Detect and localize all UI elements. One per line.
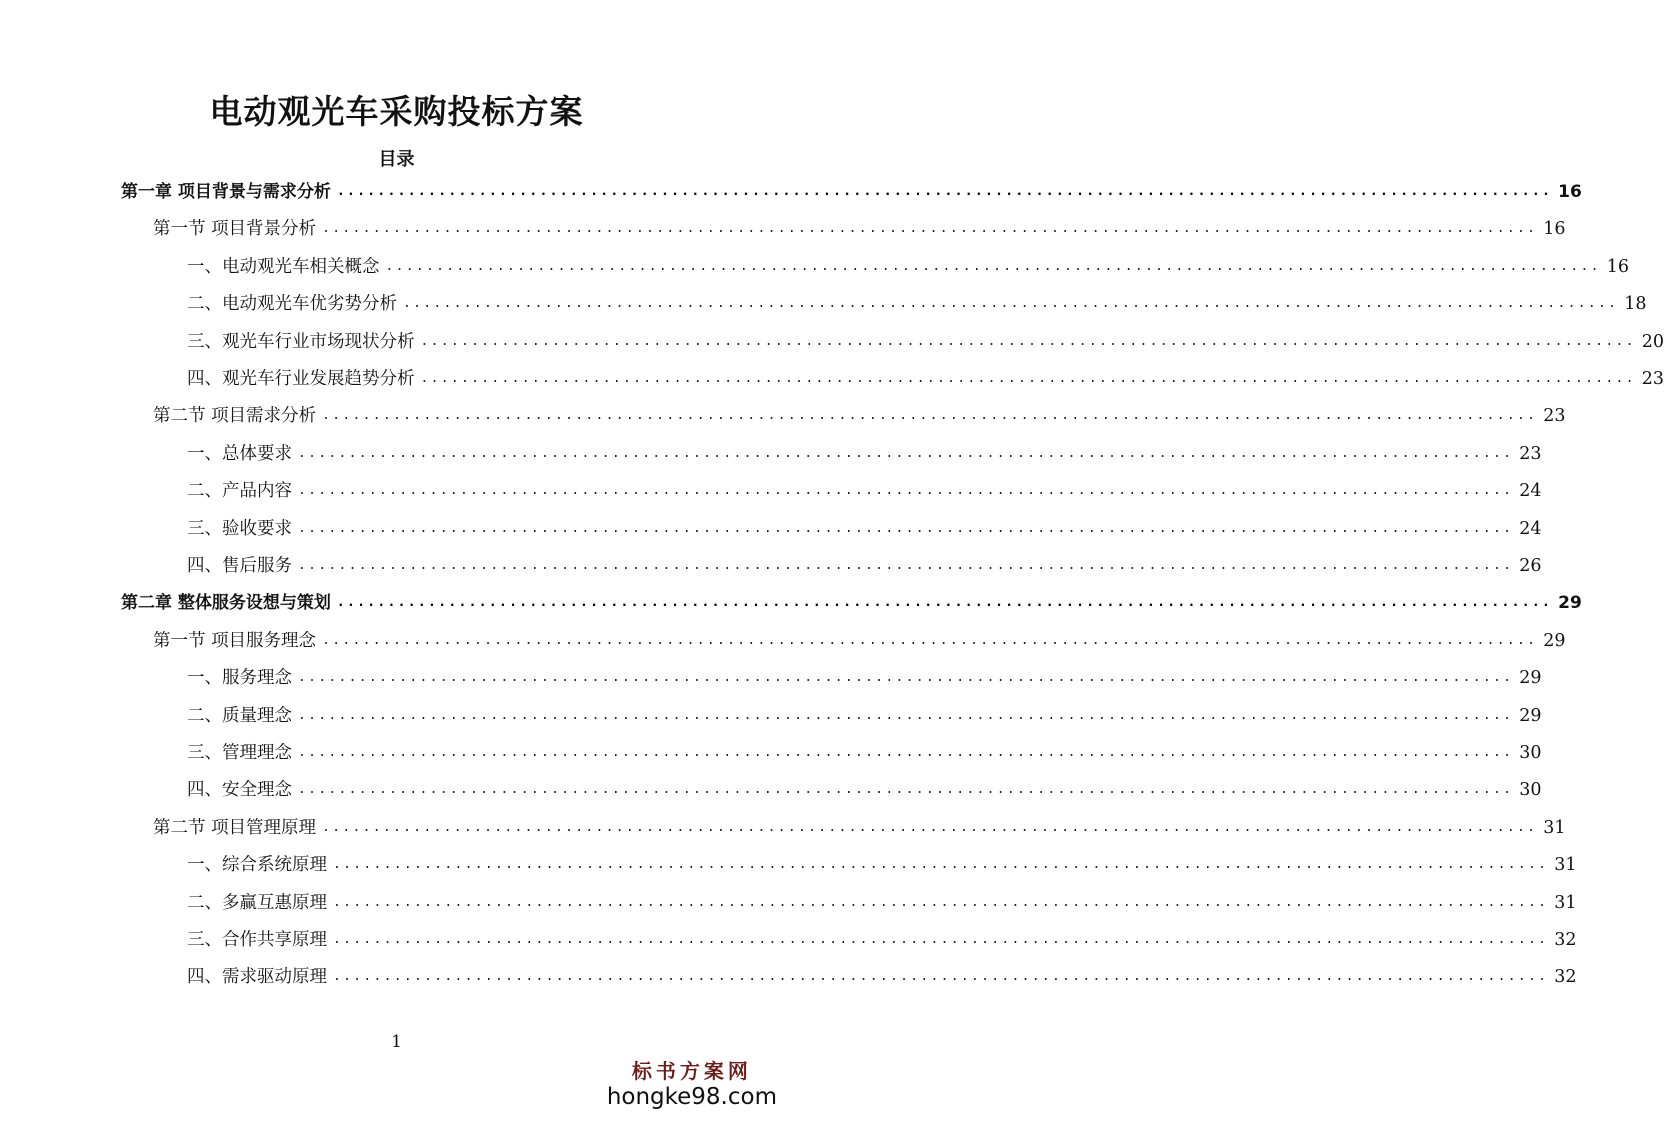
toc-leader-dots: ........................................................................................................................: [420, 333, 1636, 349]
toc-entry-label: 第一章 项目背景与需求分析: [121, 182, 331, 202]
toc-entry-label: 四、需求驱动原理: [187, 967, 327, 988]
watermark-logo: [607, 1058, 777, 1110]
toc-entry-label: 二、产品内容: [187, 481, 292, 502]
toc-leader-dots: ........................................................................................................................: [298, 558, 1514, 573]
toc-entry-label: 四、安全理念: [187, 780, 292, 801]
watermark-url: hongke98.com: [606, 1084, 777, 1110]
toc-entry-label: 二、电动观光车优劣势分析: [187, 294, 397, 315]
toc-entry-page: 18: [1624, 294, 1647, 315]
toc-entry-page: 16: [1606, 256, 1629, 277]
toc-leader-dots: ........................................................................................................................: [322, 632, 1538, 648]
toc-leader-dots: ........................................................................................................................: [298, 782, 1514, 798]
toc-entry-page: 29: [1543, 630, 1566, 651]
toc-entry-label: 四、售后服务: [187, 556, 292, 576]
toc-leader-dots: ........................................................................................................................: [333, 857, 1549, 873]
toc-leader-dots: ........................................................................................................................: [336, 595, 1553, 611]
toc-entry-page: 30: [1519, 780, 1542, 801]
toc-entry-page: 31: [1554, 892, 1577, 913]
toc-entry[interactable]: [153, 815, 1566, 841]
toc-entry[interactable]: [187, 254, 1629, 280]
toc-entry-label: 第一节 项目服务理念: [153, 630, 317, 651]
toc-entry[interactable]: [187, 478, 1542, 504]
toc-entry-page: 32: [1554, 967, 1577, 988]
toc-entry-page: 26: [1519, 556, 1542, 576]
toc-entry[interactable]: [187, 964, 1577, 990]
toc-entry[interactable]: [187, 927, 1577, 953]
toc-entry[interactable]: [121, 590, 1582, 616]
toc-entry-page: 23: [1543, 406, 1566, 427]
toc-entry-page: 16: [1558, 182, 1582, 202]
toc-leader-dots: ........................................................................................................................: [385, 258, 1601, 274]
toc-entry-page: 20: [1641, 331, 1664, 352]
toc-entry-page: 29: [1519, 705, 1542, 726]
toc-leader-dots: ........................................................................................................................: [298, 745, 1514, 760]
toc-entry-label: 一、电动观光车相关概念: [187, 256, 380, 277]
toc-entry[interactable]: [153, 628, 1566, 654]
toc-leader-dots: ........................................................................................................................: [333, 894, 1549, 910]
toc-entry[interactable]: [187, 516, 1542, 542]
toc-entry-page: 30: [1519, 743, 1542, 763]
toc-entry-page: 24: [1519, 518, 1542, 539]
toc-entry[interactable]: [153, 403, 1566, 429]
toc-entry[interactable]: [187, 890, 1577, 916]
toc-entry[interactable]: [187, 703, 1542, 729]
toc-leader-dots: ........................................................................................................................: [298, 445, 1514, 461]
toc-entry-label: 三、观光车行业市场现状分析: [187, 331, 415, 352]
toc-entry-page: 23: [1641, 369, 1664, 389]
toc-entry[interactable]: [187, 329, 1664, 355]
toc-entry[interactable]: [153, 216, 1566, 242]
toc-entry-label: 三、验收要求: [187, 518, 292, 539]
toc-entry-label: 第二节 项目需求分析: [153, 406, 317, 427]
toc-leader-dots: ........................................................................................................................: [298, 483, 1514, 499]
toc-entry[interactable]: [121, 179, 1582, 205]
toc-leader-dots: ........................................................................................................................: [298, 670, 1514, 686]
toc-entry-page: 23: [1519, 443, 1542, 464]
toc-entry-page: 29: [1519, 668, 1542, 689]
toc-entry-label: 一、综合系统原理: [187, 855, 327, 876]
toc-entry[interactable]: [187, 740, 1542, 766]
toc-entry-label: 三、管理理念: [187, 743, 292, 763]
toc-entry-label: 二、多赢互惠原理: [187, 892, 327, 913]
watermark-name: 标书方案网: [631, 1059, 752, 1083]
toc-leader-dots: ........................................................................................................................: [333, 969, 1549, 985]
toc-leader-dots: ........................................................................................................................: [403, 296, 1619, 312]
toc-leader-dots: ........................................................................................................................: [322, 408, 1538, 424]
toc-entry-page: 32: [1554, 930, 1577, 950]
toc-leader-dots: ........................................................................................................................: [322, 221, 1538, 237]
toc-entry-label: 第二章 整体服务设想与策划: [121, 593, 331, 614]
page-number: 1: [391, 1032, 402, 1052]
toc-leader-dots: ........................................................................................................................: [298, 520, 1514, 536]
toc-entry-page: 29: [1558, 593, 1582, 614]
toc-entry-label: 第一节 项目背景分析: [153, 219, 317, 240]
toc-entry-label: 二、质量理念: [187, 705, 292, 726]
toc-entry[interactable]: [187, 291, 1647, 317]
toc-entry[interactable]: [187, 441, 1542, 467]
toc-leader-dots: ........................................................................................................................: [322, 819, 1538, 835]
toc-entry[interactable]: [187, 553, 1542, 579]
toc-entry-label: 一、总体要求: [187, 443, 292, 464]
document-title: 电动观光车采购投标方案: [209, 92, 584, 131]
toc-entry-label: 第二节 项目管理原理: [153, 817, 317, 838]
toc-entry-page: 31: [1543, 817, 1566, 838]
toc-entry[interactable]: [187, 777, 1542, 803]
toc-entry-label: 四、观光车行业发展趋势分析: [187, 369, 415, 389]
toc-entry[interactable]: [187, 366, 1664, 392]
toc-entry-label: 三、合作共享原理: [187, 930, 327, 950]
toc-leader-dots: ........................................................................................................................: [333, 932, 1549, 947]
toc-leader-dots: ........................................................................................................................: [298, 707, 1514, 723]
toc-leader-dots: ........................................................................................................................: [336, 184, 1553, 199]
toc-entry[interactable]: [187, 665, 1542, 691]
toc-entry[interactable]: [187, 852, 1577, 878]
toc-entry-page: 31: [1554, 855, 1577, 876]
toc-leader-dots: ........................................................................................................................: [420, 371, 1636, 386]
toc-entry-label: 一、服务理念: [187, 668, 292, 689]
toc-entry-page: 16: [1543, 219, 1566, 240]
toc-heading: 目录: [378, 149, 415, 170]
toc-entry-page: 24: [1519, 481, 1542, 502]
